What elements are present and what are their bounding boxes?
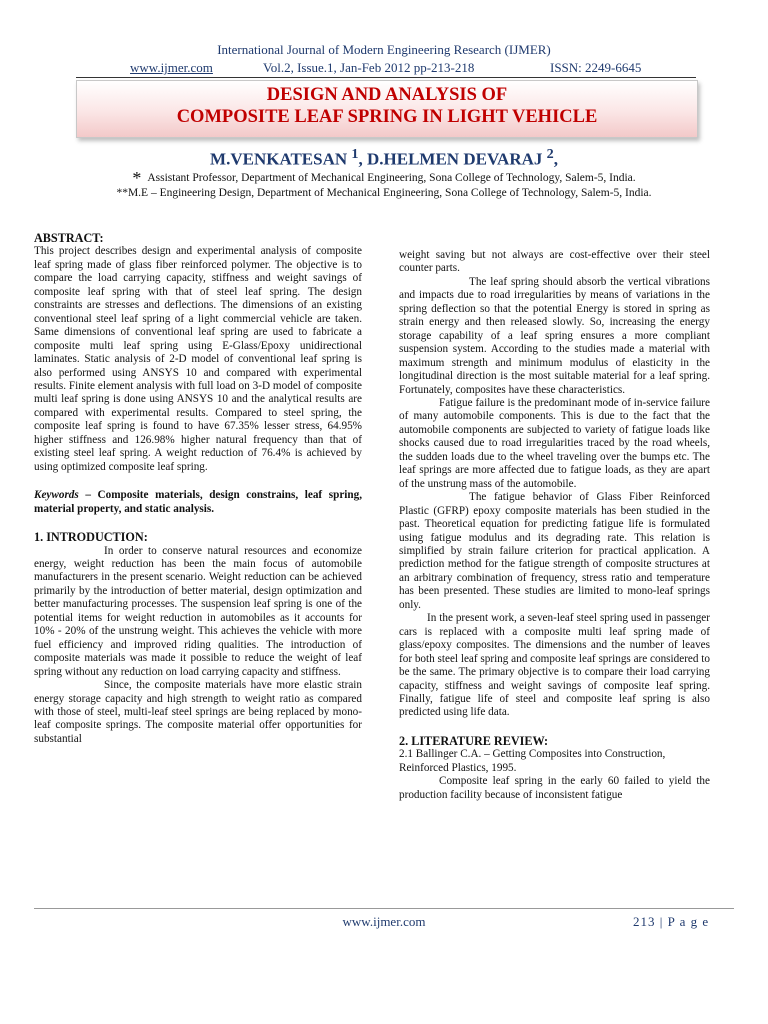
abstract-heading: ABSTRACT:	[34, 231, 104, 245]
affiliation-2: **M.E – Engineering Design, Department of Mechanical Engineering, Sona College of Technology, Salem-5, India.	[116, 187, 652, 199]
keywords-dash: –	[78, 489, 98, 502]
author-1-superscript: 1	[351, 146, 359, 162]
journal-website-link[interactable]: www.ijmer.com	[130, 60, 213, 75]
header-divider	[76, 77, 696, 78]
page-footer	[0, 908, 768, 928]
left-column	[34, 232, 362, 746]
spacer	[399, 720, 710, 735]
introduction-paragraph-4: The leaf spring should absorb the vertical vibrations and impacts due to road irregularities by means of variations in the spring deflection so that the potential Energy is stored in spring as strain energy and then released slowly. So, increasing the energy storage capability of a leaf spring ensures a more compliant suspension system. According to the studies made a material with maximum strength and minimum modulus of elasticity in the longitudinal direction is the most suitable material for a leaf spring. Fortunately, composites have these characteristics.	[399, 275, 710, 396]
introduction-paragraph-7: In the present work, a seven-leaf steel spring used in passenger cars is replaced with a composite multi leaf spring made of glass/epoxy composites. The dimensions and the number of leaves for both steel leaf spring and composite leaf springs are considered to be the same. The primary objective is to compare their load carrying capacity, stiffness and weight savings of composite leaf spring. Finally, fatigue life of steel and composite leaf spring is also predicted using life data.	[399, 612, 710, 719]
paper-title-box	[76, 80, 698, 138]
journal-volume: Vol.2, Issue.1, Jan-Feb 2012 pp-213-218	[263, 60, 475, 75]
keywords-label: Keywords	[34, 489, 79, 502]
literature-paragraph-1: Composite leaf spring in the early 60 failed to yield the production facility because of inconsistent fatigue	[399, 775, 710, 801]
journal-name: International Journal of Modern Engineering Research (IJMER)	[217, 42, 551, 57]
introduction-paragraph-5: Fatigue failure is the predominant mode of in-service failure of many automobile components. This is due to the fact that the automobile components are subjected to variety of fatigue loads like shocks caused due to road irregularities traced by the road wheels, the sudden loads due to the wheel traveling over the bumps etc. The leaf springs are more affected due to fatigue loads, as they are apart of the unstrung mass of the automobile.	[399, 396, 710, 490]
affiliation-1	[0, 168, 768, 189]
spacer	[34, 516, 362, 531]
right-column	[399, 249, 710, 802]
paper-title-line-2: COMPOSITE LEAF SPRING IN LIGHT VEHICLE	[176, 107, 598, 127]
literature-reference-1: 2.1 Ballinger C.A. – Getting Composites into Construction, Reinforced Plastics, 1995.	[399, 748, 666, 774]
journal-issn: ISSN: 2249-6645	[550, 60, 642, 75]
keywords-text: Composite materials, design constrains, leaf spring, material property, and static analysis.	[34, 489, 363, 515]
affiliation-1-marker: *	[132, 168, 142, 188]
literature-review-heading: 2. LITERATURE REVIEW:	[399, 733, 549, 748]
author-2-name: D.HELMEN DEVARAJ	[367, 149, 543, 169]
keywords-paragraph	[34, 489, 362, 516]
footer-page-number: 213 | P a g e	[633, 914, 710, 929]
introduction-paragraph-1: In order to conserve natural resources and economize energy, weight reduction has been the main focus of automobile manufacturers in the present scenario. Weight reduction can be achieved primarily by the introduction of better material, design optimization and better manufacturing processes. The suspension leaf spring is one of the potential items for weight reduction in automobiles as it accounts for 10% - 20% of the unstrung weight. This achieves the vehicle with more fuel efficiency and improved riding qualities. The introduction of composite materials was made it possible to reduce the weight of leaf spring without any reduction on load carrying capacity and stiffness.	[34, 544, 362, 678]
introduction-paragraph-6: The fatigue behavior of Glass Fiber Reinforced Plastic (GFRP) epoxy composite materials has been studied in the past. Theoretical equation for predicting fatigue life is formulated using fatigue modulus and its degrading rate. This relation is simplified by strain failure criterion for practical application. A prediction method for the fatigue strength of composite structures at an arbitrary combination of frequency, stress ratio and temperature has been presented. These studies are limited to mono-leaf springs only.	[399, 491, 710, 611]
author-separator: ,	[358, 149, 367, 169]
abstract-text: This project describes design and experimental analysis of composite leaf spring made of glass fiber reinforced polymer. The objective is to compare the load carrying capacity, stiffness and weight savings of composite leaf spring with that of steel leaf spring. The design constraints are stresses and deflections. The dimensions of an existing conventional steel leaf spring of a light commercial vehicle are taken. Same dimensions of conventional leaf spring are used to fabricate a composite multi leaf spring using E-Glass/Epoxy unidirectional laminates. Static analysis of 2-D model of conventional leaf spring is also performed using ANSYS 10 and compared with experimental results. Finite element analysis with full load on 3-D model of composite multi leaf spring is done using ANSYS 10 and the analytical results are compared with experimental results. Compared to steel spring, the composite leaf spring is found to have 67.35% lesser stress, 64.95% higher stiffness and 126.98% higher natural frequency than that of existing steel leaf spring. A weight reduction of 76.4% is achieved by using optimized composite leaf spring.	[34, 245, 362, 473]
author-1-name: M.VENKATESAN	[210, 149, 348, 169]
introduction-paragraph-3: weight saving but not always are cost-effective over their steel counter parts.	[399, 249, 710, 275]
footer-website-link[interactable]: www.ijmer.com	[342, 914, 426, 929]
footer-divider	[34, 908, 734, 909]
author-trailing-comma: ,	[553, 149, 558, 169]
journal-info-line	[130, 60, 650, 76]
introduction-paragraph-2: Since, the composite materials have more elastic strain energy storage capacity and high strength to weight ratio as compared with those of steel, multi-leaf steel springs are being replaced by mono-leaf composite springs. The composite material offer opportunities for substantial	[34, 679, 362, 745]
affiliation-1-text: Assistant Professor, Department of Mechanical Engineering, Sona College of Technology, Salem-5, India.	[147, 172, 636, 184]
author-list	[0, 146, 768, 170]
spacer	[34, 474, 362, 489]
introduction-heading: 1. INTRODUCTION:	[34, 530, 148, 545]
author-2-superscript: 2	[546, 146, 554, 162]
paper-title-line-1: DESIGN AND ANALYSIS OF	[266, 85, 508, 105]
